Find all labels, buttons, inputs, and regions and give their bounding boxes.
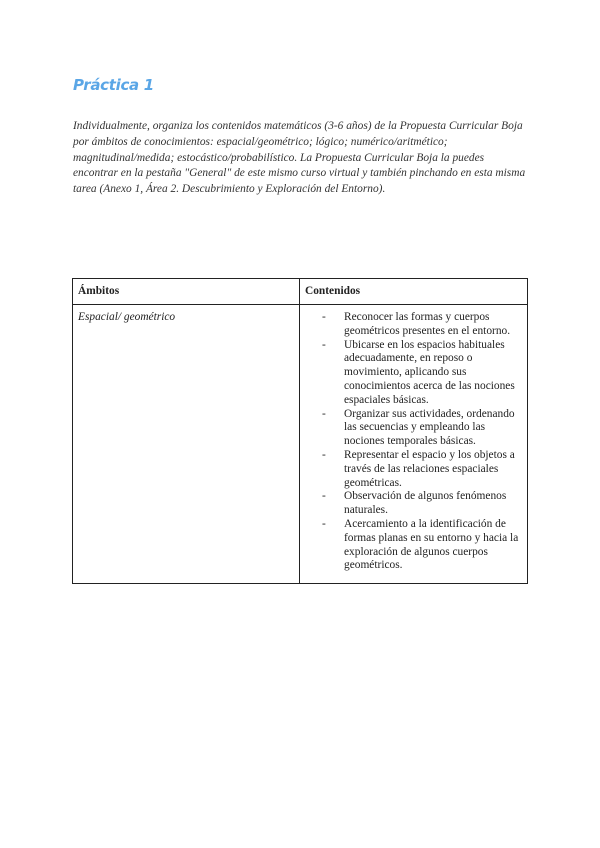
bullet-dash: - <box>322 338 326 351</box>
list-item-text: Observación de algunos fenómenos naturales. <box>344 490 507 517</box>
page-title: Práctica 1 <box>73 76 154 94</box>
bullet-dash: - <box>322 407 326 420</box>
header-contenidos: Contenidos <box>300 279 528 305</box>
ambito-cell: Espacial/ geométrico <box>73 305 300 584</box>
instructions-paragraph: Individualmente, organiza los contenidos matemáticos (3-6 años) de la Propuesta Curricular Boja por ámbitos de conocimientos: espacial/geométrico; lógico; numérico/aritmético; magnitudinal/medida; estocástico/probabilístico. La Propuesta Curricular Boja la puedes encontrar en la pestaña "General" de este mismo curso virtual y también pinchando en esta misma tarea (Anexo 1, Área 2. Descubrimiento y Exploración del Entorno). <box>73 120 526 196</box>
contents-table <box>72 278 528 584</box>
contenidos-cell <box>300 305 528 584</box>
header-ambitos: Ámbitos <box>73 279 300 305</box>
list-item <box>305 408 520 449</box>
list-item-text: Acercamiento a la identificación de formas planas en su entorno y hacia la exploración de algunos cuerpos geométricos. <box>344 517 519 572</box>
list-item <box>305 518 520 573</box>
table-row <box>73 305 528 584</box>
list-item <box>305 311 520 339</box>
list-item <box>305 449 520 490</box>
list-item <box>305 339 520 408</box>
bullet-dash: - <box>322 311 326 323</box>
list-item-text: Reconocer las formas y cuerpos geométricos presentes en el entorno. <box>344 311 511 337</box>
list-item <box>305 490 520 518</box>
list-item-text: Representar el espacio y los objetos a través de las relaciones espaciales geométricas. <box>344 448 515 489</box>
bullet-dash: - <box>322 448 326 461</box>
list-item-text: Ubicarse en los espacios habituales adecuadamente, en reposo o movimiento, aplicando sus conocimientos acerca de las nociones espaciales básicas. <box>344 338 515 406</box>
bullet-dash: - <box>322 517 326 530</box>
list-item-text: Organizar sus actividades, ordenando las secuencias y empleando las nociones temporales básicas. <box>344 407 515 448</box>
contenidos-list <box>305 311 522 577</box>
table-header-row <box>73 279 528 305</box>
bullet-dash: - <box>322 490 326 503</box>
